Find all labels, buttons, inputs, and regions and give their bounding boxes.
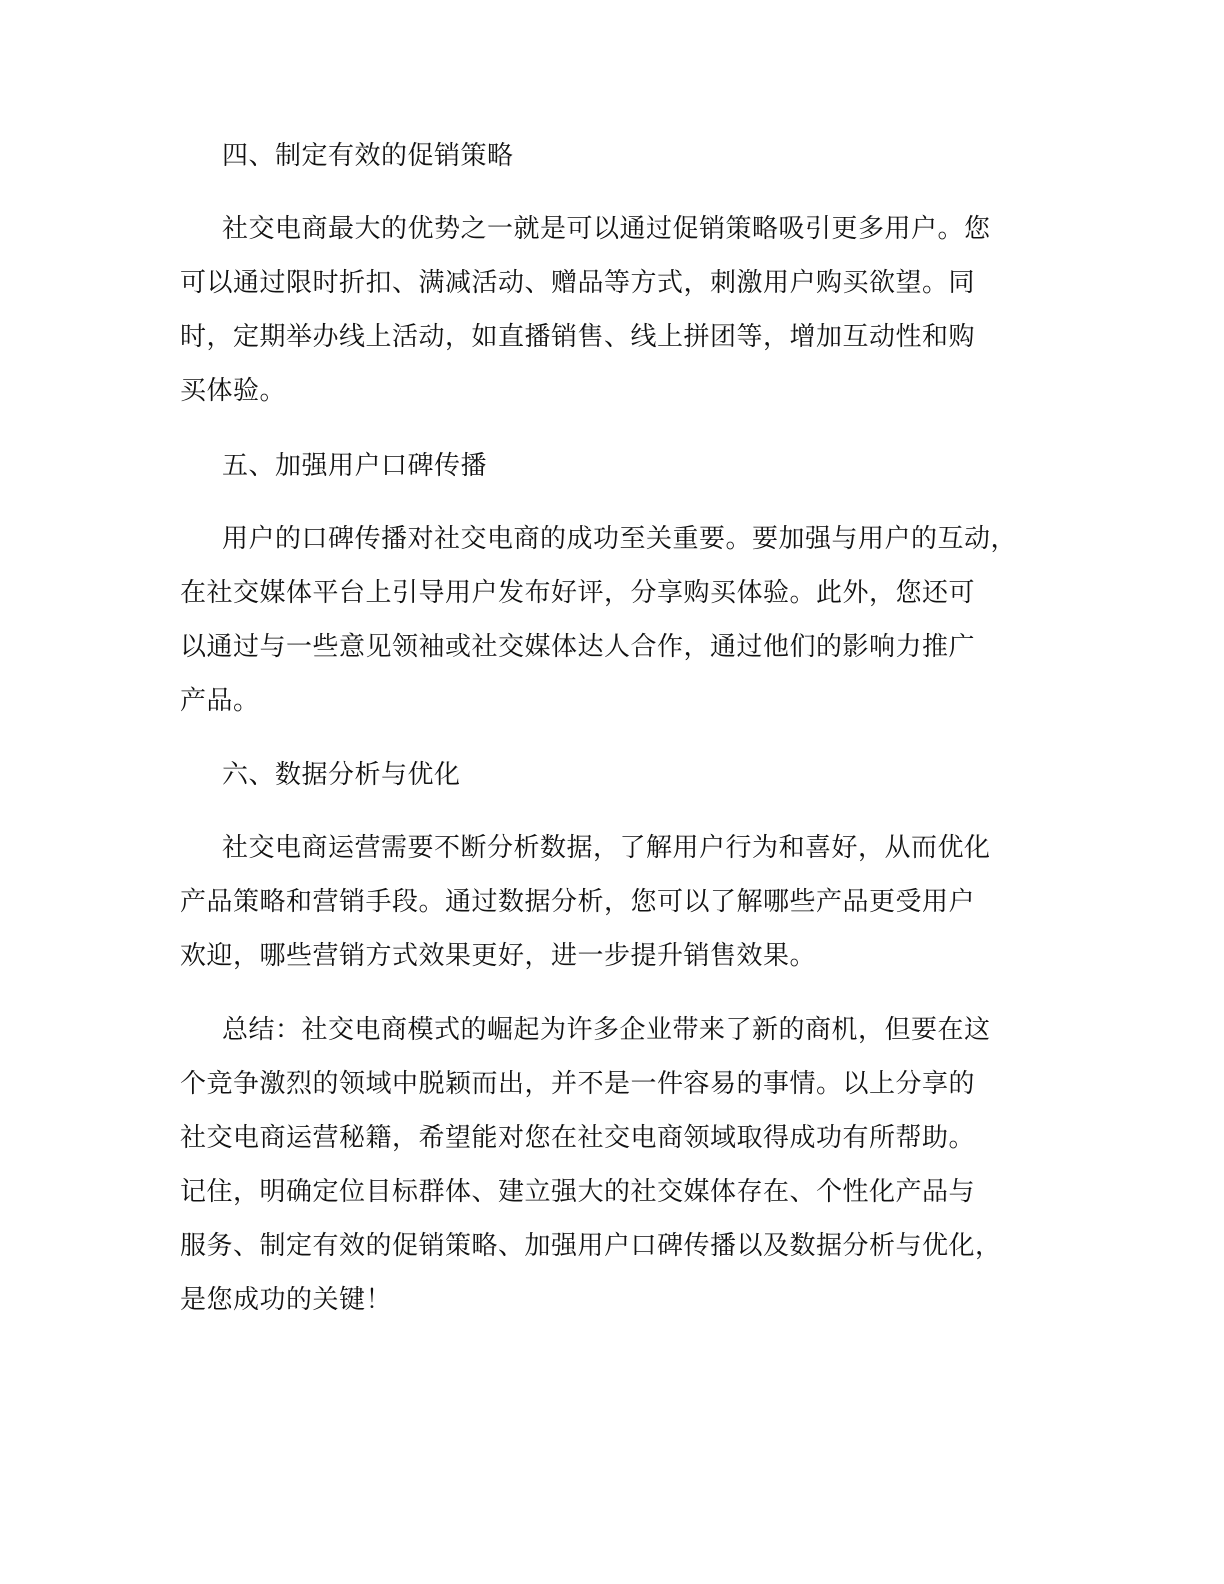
section-heading-word-of-mouth: 五、加强用户口碑传播 <box>222 451 488 481</box>
paragraph-line: 产品策略和营销手段。通过数据分析，您可以了解哪些产品更受用户 <box>180 887 976 917</box>
paragraph-line: 产品。 <box>180 686 260 716</box>
summary-line: 个竞争激烈的领域中脱颖而出，并不是一件容易的事情。以上分享的 <box>180 1069 976 1099</box>
paragraph-line: 在社交媒体平台上引导用户发布好评，分享购买体验。此外，您还可 <box>180 578 976 608</box>
paragraph-line: 买体验。 <box>180 376 287 406</box>
section-heading-data-analysis: 六、数据分析与优化 <box>222 760 461 790</box>
summary-line: 总结：社交电商模式的崛起为许多企业带来了新的商机，但要在这 <box>222 1015 991 1045</box>
paragraph-line: 用户的口碑传播对社交电商的成功至关重要。要加强与用户的互动， <box>222 524 1018 554</box>
paragraph-line: 时，定期举办线上活动，如直播销售、线上拼团等，增加互动性和购 <box>180 322 976 352</box>
paragraph-line: 可以通过限时折扣、满减活动、赠品等方式，刺激用户购买欲望。同 <box>180 268 976 298</box>
paragraph-line: 以通过与一些意见领袖或社交媒体达人合作，通过他们的影响力推广 <box>180 632 976 662</box>
paragraph-line: 社交电商运营需要不断分析数据，了解用户行为和喜好，从而优化 <box>222 833 991 863</box>
paragraph-line: 社交电商最大的优势之一就是可以通过促销策略吸引更多用户。您 <box>222 214 991 244</box>
summary-line: 是您成功的关键！ <box>180 1285 393 1315</box>
paragraph-line: 欢迎，哪些营销方式效果更好，进一步提升销售效果。 <box>180 941 817 971</box>
summary-line: 社交电商运营秘籍，希望能对您在社交电商领域取得成功有所帮助。 <box>180 1123 976 1153</box>
section-heading-promotion: 四、制定有效的促销策略 <box>222 141 514 171</box>
summary-line: 服务、制定有效的促销策略、加强用户口碑传播以及数据分析与优化， <box>180 1231 1002 1261</box>
summary-line: 记住，明确定位目标群体、建立强大的社交媒体存在、个性化产品与 <box>180 1177 976 1207</box>
